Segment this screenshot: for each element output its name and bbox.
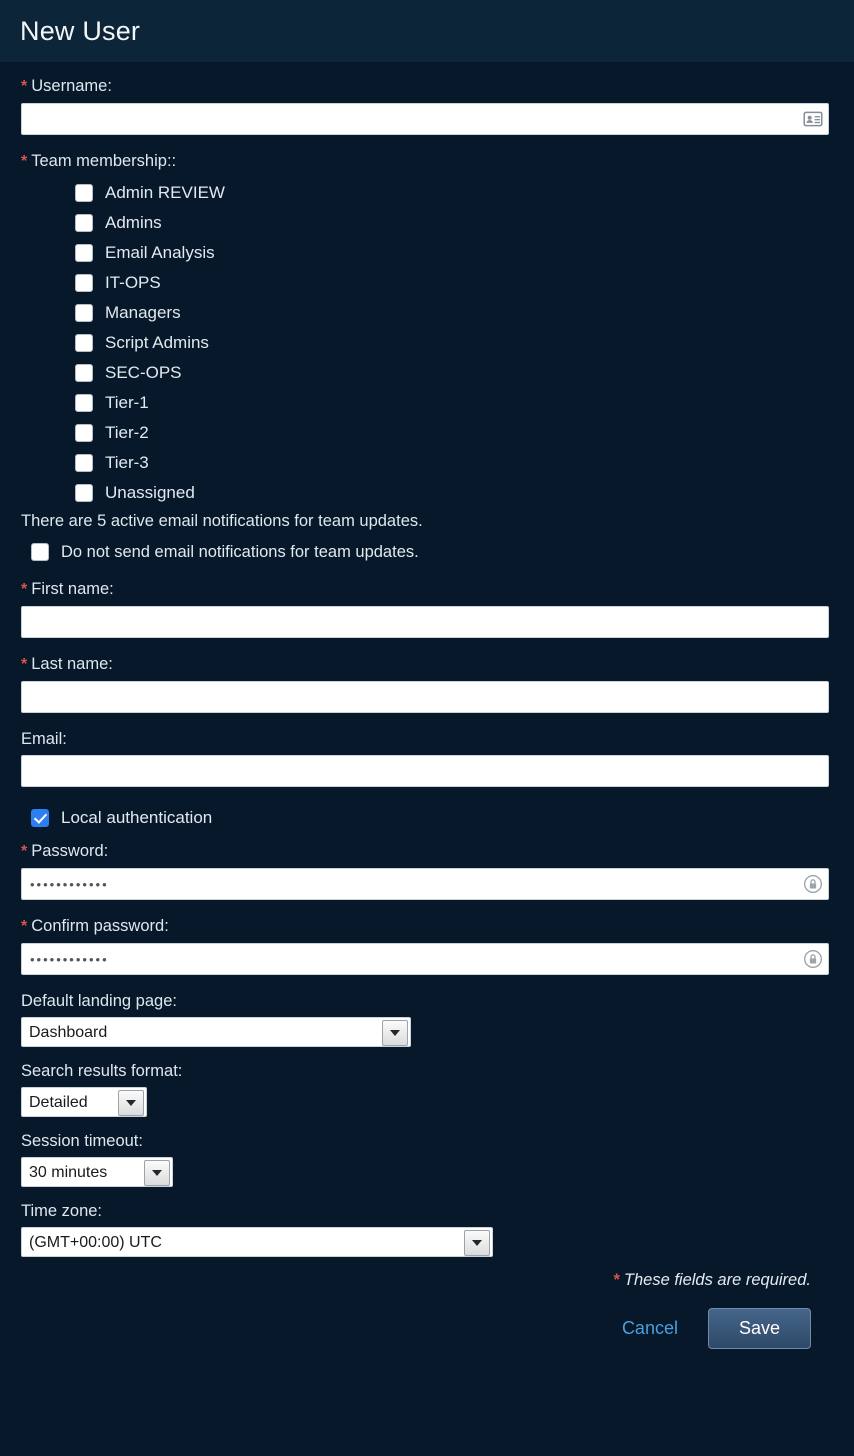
page-title: New User	[20, 15, 141, 46]
team-membership-label	[21, 151, 833, 172]
password-input[interactable]	[21, 868, 829, 900]
team-label: Managers	[105, 303, 181, 322]
email-input[interactable]	[21, 755, 829, 787]
last-name-label-text: Last name:	[31, 655, 113, 673]
required-fields-note	[21, 1271, 811, 1290]
list-item[interactable]	[21, 388, 833, 418]
team-checkbox-email-analysis[interactable]	[75, 244, 93, 262]
first-name-label-text: First name:	[31, 580, 114, 598]
password-label-text: Password:	[31, 842, 109, 860]
confirm-password-label-text: Confirm password:	[31, 917, 169, 935]
session-timeout-select[interactable]	[21, 1157, 173, 1187]
team-checkbox-admins[interactable]	[75, 214, 93, 232]
username-label	[21, 76, 833, 97]
landing-page-select[interactable]	[21, 1017, 411, 1047]
team-label: Tier-1	[105, 393, 149, 412]
team-membership-label-text: Team membership::	[31, 152, 177, 170]
search-format-label: Search results format:	[21, 1062, 183, 1080]
email-notification-note: There are 5 active email notifications for team updates.	[21, 512, 423, 530]
email-optout-checkbox[interactable]	[31, 543, 49, 561]
landing-page-label: Default landing page:	[21, 992, 177, 1010]
team-label: Script Admins	[105, 333, 209, 352]
list-item[interactable]	[21, 418, 833, 448]
team-label: Admin REVIEW	[105, 183, 225, 202]
first-name-input[interactable]	[21, 606, 829, 638]
required-marker: *	[21, 581, 28, 598]
list-item[interactable]	[21, 448, 833, 478]
required-marker: *	[613, 1271, 620, 1289]
list-item[interactable]	[21, 358, 833, 388]
team-checkbox-sec-ops[interactable]	[75, 364, 93, 382]
team-label: Unassigned	[105, 483, 195, 502]
username-input[interactable]	[21, 103, 829, 135]
search-format-select[interactable]	[21, 1087, 147, 1117]
landing-page-select-wrap	[21, 1017, 411, 1047]
email-optout-row[interactable]	[21, 537, 833, 567]
save-button[interactable]: Save	[708, 1308, 811, 1349]
required-note-text: These fields are required.	[623, 1271, 811, 1289]
dialog-actions	[21, 1290, 833, 1349]
required-marker: *	[21, 153, 28, 170]
required-marker: *	[21, 78, 28, 95]
last-name-label	[21, 654, 833, 675]
time-zone-select-wrap	[21, 1227, 493, 1257]
list-item[interactable]	[21, 178, 833, 208]
first-name-field-wrap	[21, 606, 829, 638]
new-user-form	[0, 62, 854, 1349]
local-auth-checkbox[interactable]	[31, 809, 49, 827]
password-field-wrap	[21, 868, 829, 900]
local-auth-row[interactable]	[21, 803, 833, 833]
team-label: Tier-3	[105, 453, 149, 472]
team-label: Admins	[105, 213, 162, 232]
email-field-wrap	[21, 755, 829, 787]
email-label: Email:	[21, 730, 67, 748]
first-name-label	[21, 579, 833, 600]
last-name-input[interactable]	[21, 681, 829, 713]
username-field-wrap	[21, 103, 829, 135]
team-checkbox-managers[interactable]	[75, 304, 93, 322]
list-item[interactable]	[21, 478, 833, 508]
dialog-titlebar	[0, 0, 854, 62]
team-label: IT-OPS	[105, 273, 161, 292]
list-item[interactable]	[21, 298, 833, 328]
team-checkbox-tier-3[interactable]	[75, 454, 93, 472]
team-checkbox-script-admins[interactable]	[75, 334, 93, 352]
password-label	[21, 841, 833, 862]
time-zone-label: Time zone:	[21, 1202, 103, 1220]
username-label-text: Username:	[31, 77, 112, 95]
team-checkbox-unassigned[interactable]	[75, 484, 93, 502]
local-auth-label: Local authentication	[61, 808, 213, 827]
time-zone-select[interactable]	[21, 1227, 493, 1257]
list-item[interactable]	[21, 208, 833, 238]
team-label: Email Analysis	[105, 243, 215, 262]
search-format-select-wrap	[21, 1087, 147, 1117]
required-marker: *	[21, 656, 28, 673]
email-optout-label: Do not send email notifications for team updates.	[61, 543, 419, 561]
list-item[interactable]	[21, 268, 833, 298]
list-item[interactable]	[21, 328, 833, 358]
team-checkbox-it-ops[interactable]	[75, 274, 93, 292]
team-checkbox-tier-2[interactable]	[75, 424, 93, 442]
team-membership-list	[21, 178, 833, 508]
required-marker: *	[21, 843, 28, 860]
confirm-password-field-wrap	[21, 943, 829, 975]
list-item[interactable]	[21, 238, 833, 268]
team-label: Tier-2	[105, 423, 149, 442]
confirm-password-input[interactable]	[21, 943, 829, 975]
session-timeout-select-wrap	[21, 1157, 173, 1187]
session-timeout-label: Session timeout:	[21, 1132, 143, 1150]
team-label: SEC-OPS	[105, 363, 182, 382]
team-checkbox-admin-review[interactable]	[75, 184, 93, 202]
confirm-password-label	[21, 916, 833, 937]
cancel-button[interactable]: Cancel	[616, 1314, 684, 1343]
last-name-field-wrap	[21, 681, 829, 713]
required-marker: *	[21, 918, 28, 935]
team-checkbox-tier-1[interactable]	[75, 394, 93, 412]
